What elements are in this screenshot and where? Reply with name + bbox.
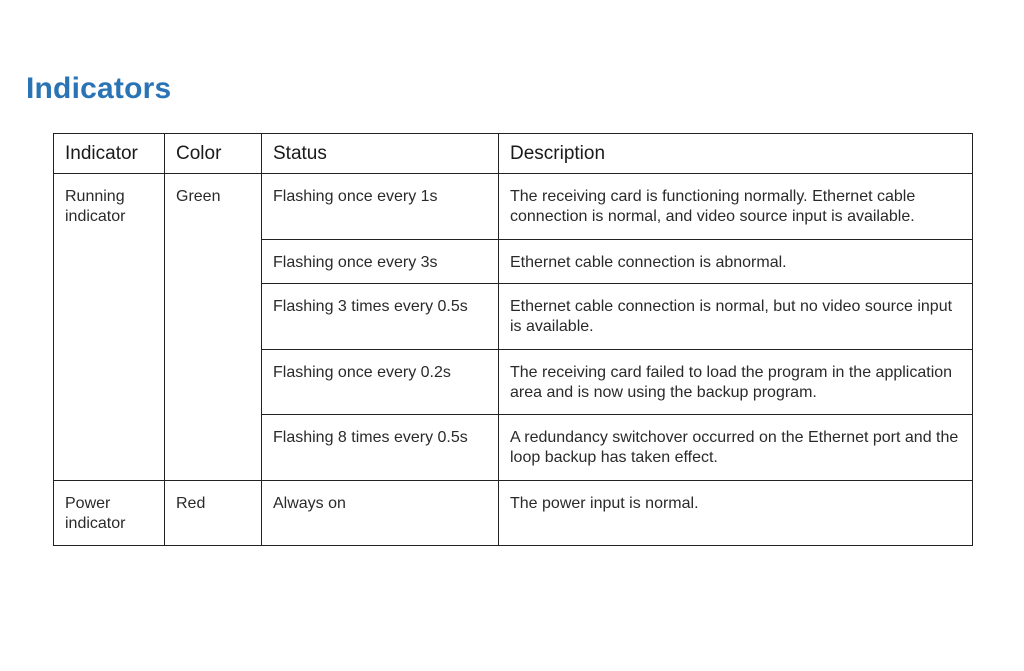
status-cell: Flashing once every 3s [262, 240, 499, 284]
color-cell: Red [165, 481, 262, 546]
color-cell: Green [165, 174, 262, 481]
indicator-name-cell: Power indicator [54, 481, 165, 546]
description-cell: The power input is normal. [499, 481, 973, 546]
status-cell: Always on [262, 481, 499, 546]
header-indicator: Indicator [54, 134, 165, 174]
header-description: Description [499, 134, 973, 174]
description-cell: A redundancy switchover occurred on the Ethernet port and the loop backup has taken effect. [499, 415, 973, 481]
status-cell: Flashing once every 0.2s [262, 350, 499, 415]
table-row [54, 481, 973, 546]
description-cell: The receiving card is functioning normally. Ethernet cable connection is normal, and video source input is available. [499, 174, 973, 240]
description-cell: Ethernet cable connection is normal, but no video source input is available. [499, 284, 973, 350]
table-row [54, 174, 973, 240]
status-cell: Flashing 8 times every 0.5s [262, 415, 499, 481]
header-color: Color [165, 134, 262, 174]
status-cell: Flashing once every 1s [262, 174, 499, 240]
indicator-name-cell: Running indicator [54, 174, 165, 481]
description-cell: Ethernet cable connection is abnormal. [499, 240, 973, 284]
page-title: Indicators [26, 72, 172, 105]
table-header-row [54, 134, 973, 174]
status-cell: Flashing 3 times every 0.5s [262, 284, 499, 350]
indicators-table [53, 133, 973, 546]
header-status: Status [262, 134, 499, 174]
description-cell: The receiving card failed to load the program in the application area and is now using the backup program. [499, 350, 973, 415]
